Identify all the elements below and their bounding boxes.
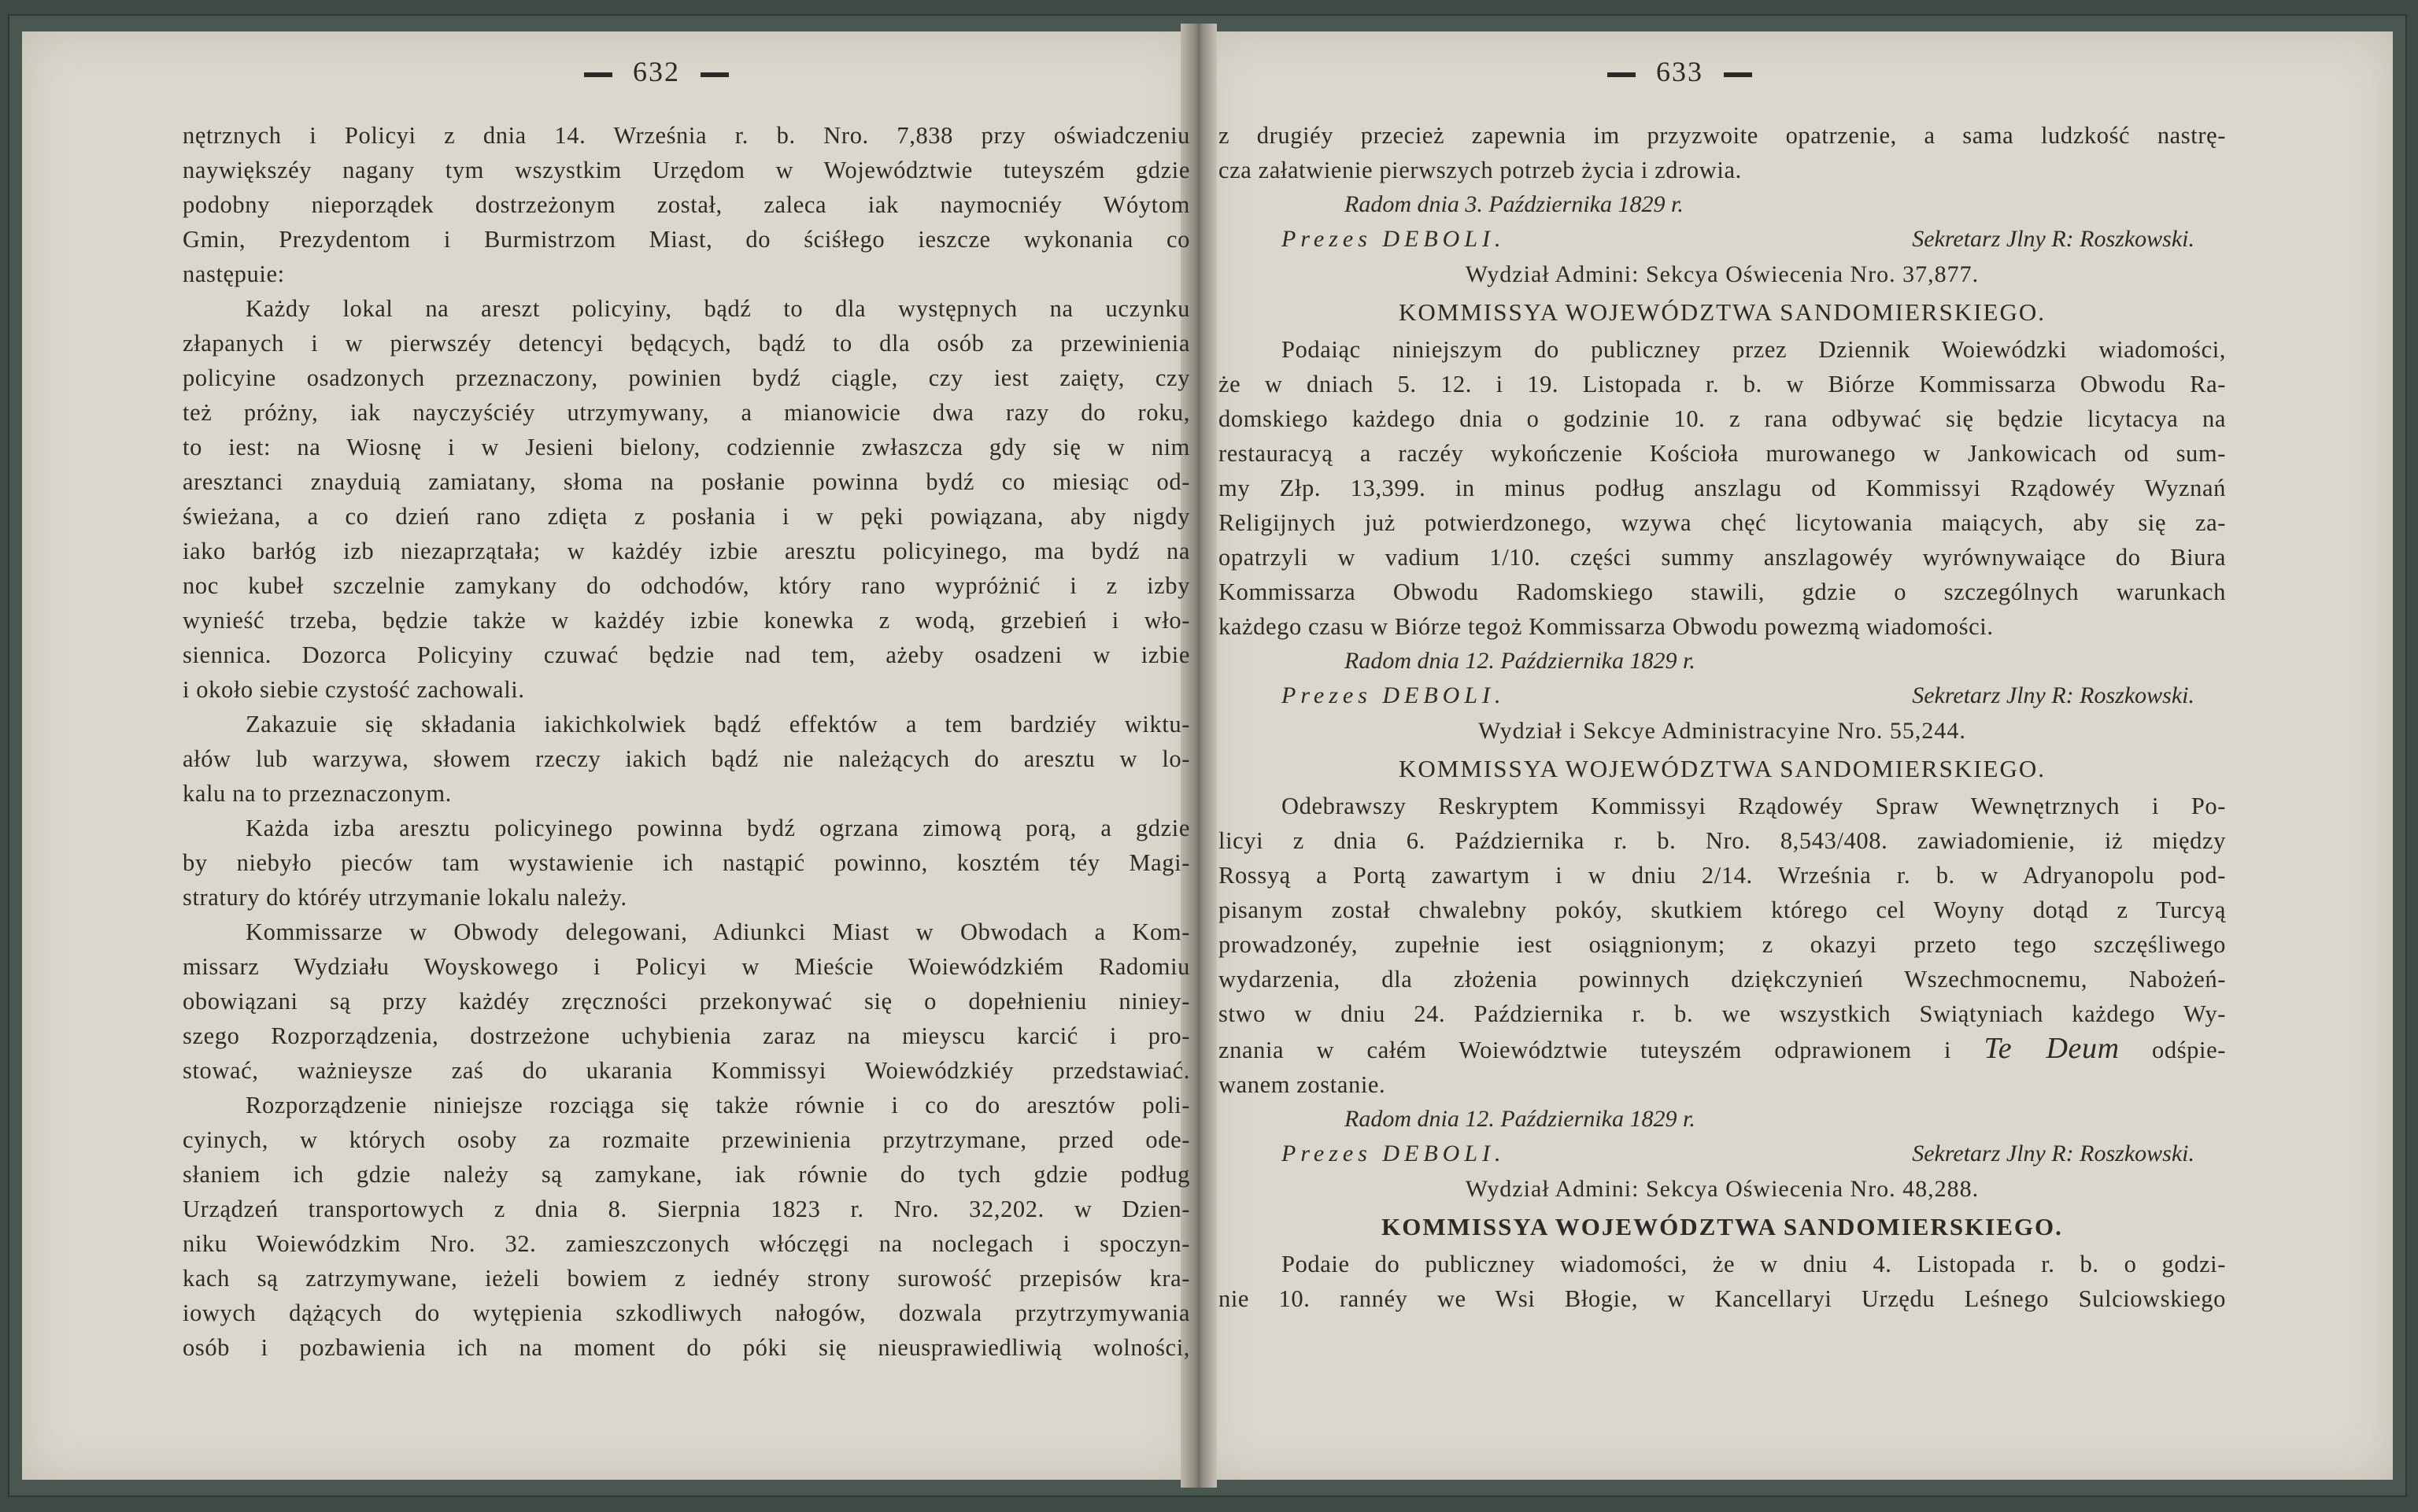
department-line: Wydział i Sekcye Administracyine Nro. 55,244. [1478,718,1966,744]
text-line: opatrzyli w vadium 1/10. części summy anszlagowéy wyrównywaiące do Biura [1218,544,2226,571]
text-line: że w dniach 5. 12. i 19. Listopada r. b. w Biórze Kommissarza Obwodu Ra- [1218,371,2226,397]
text-line: cyinych, w których osoby za rozmaite przewinienia przytrzymane, przed ode- [183,1126,1190,1153]
date-line: Radom dnia 12. Października 1829 r. [1344,648,1695,674]
text-fragment: znania w całém Woiewództwie tuteyszém odprawionem i [1218,1037,1952,1063]
text-line: każdego czasu w Biórze tegoż Kommissarza Obwodu powezmą wiadomości. [1218,613,1994,640]
secretary-signature: Sekretarz Jlny R: Roszkowski. [1912,226,2194,252]
text-line: Urządzeń transportowych z dnia 8. Sierpnia 1823 r. Nro. 32,202. w Dzien- [183,1196,1190,1222]
text-line: stwo w dniu 24. Października r. b. we wszystkich Swiątyniach każdego Wy- [1218,1000,2226,1027]
text-line: z drugiéy przecież zapewnia im przyzwoite opatrzenie, a sama ludzkość nastrę- [1218,122,2226,149]
text-line: to iest: na Wiosnę i w Jesieni bielony, codziennie zwłaszcza gdy się w nim [183,434,1190,460]
text-line: niku Woiewódzkim Nro. 32. zamieszczonych włóczęgi na noclegach i spoczyn- [183,1230,1190,1257]
text-line: też próżny, iak nayczyściéy utrzymywany, a mianowicie dwa razy do roku, [183,399,1190,426]
text-line: by niebyło pieców tam wystawienie ich nastąpić powinno, kosztém téy Magi- [183,849,1190,876]
department-line: Wydział Admini: Sekcya Oświecenia Nro. 48,288. [1465,1176,1980,1202]
text-line: osób i pozbawienia ich na moment do póki się nieusprawiedliwią wolności, [183,1334,1190,1361]
text-line: Religijnych już potwierdzonego, wzywa chęć licytowania maiących, aby się za- [1218,509,2226,536]
left-page-text [183,118,1190,1365]
text-line: obowiązani są przy każdéy zręczności przekonywać się o dopełnieniu niniey- [183,988,1190,1015]
text-line: Kommissarza Obwodu Radomskiego stawili, gdzie o szczególnych warunkach [1218,579,2226,605]
text-line: kach są zatrzymywane, ieżeli bowiem z iednéy strony surowość przepisów kra- [183,1265,1190,1292]
text-line: podobny nieporządek dostrzeżonym został, zaleca iak naymocniéy Wóytom [183,191,1190,218]
text-line: iako barłóg izb niezaprzątała; w każdéy izbie aresztu policyinego, ma bydź na [183,538,1190,564]
text-fragment: odśpie- [2152,1037,2226,1063]
text-line: Podaiąc niniejszym do publiczney przez Dziennik Woiewódzki wiadomości, [1281,336,2226,363]
text-line: słaniem ich gdzie należy są zamykane, iak równie do tych gdzie podług [183,1161,1190,1188]
text-line: nie 10. rannéy we Wsi Błogie, w Kancellaryi Urzędu Leśnego Sulciowskiego [1218,1285,2226,1312]
text-line: wanem zostanie. [1218,1071,1386,1098]
text-line: naywiększéy nagany tym wszystkim Urzędom w Województwie tuteyszém gdzie [183,157,1190,183]
president-signature: Prezes DEBOLI. [1281,682,1506,708]
text-line: złapanych i w pierwszéy detencyi będących, bądź to dla osób za przewinienia [183,330,1190,357]
president-signature: Prezes DEBOLI. [1281,1140,1506,1166]
te-deum-text: Te Deum [1984,1032,2120,1065]
text-line: Podaie do publiczney wiadomości, że w dniu 4. Listopada r. b. o godzi- [1281,1251,2226,1277]
text-line: my Złp. 13,399. in minus podług anszlagu od Kommissyi Rządowéy Wyznań [1218,475,2226,501]
text-line: Rozporządzenie niniejsze rozciąga się także równie i co do aresztów poli- [246,1092,1190,1118]
text-line: stować, ważnieysze zaś do ukarania Kommissyi Woiewódzkiéy przedstawiać. [183,1057,1190,1084]
date-line: Radom dnia 3. Października 1829 r. [1344,191,1684,217]
text-line: wydarzenia, dla złożenia powinnych dziękczynień Wszechmocnemu, Nabożeń- [1218,966,2226,993]
text-line: i około siebie czystość zachowali. [183,676,525,703]
left-page-number: 632 [564,55,749,88]
text-line: Rossyą a Portą zawartym i w dniu 2/14. Września r. b. w Adryanopolu pod- [1218,862,2226,889]
text-line: Kommissarze w Obwody delegowani, Adiunkci Miast w Obwodach a Kom- [246,919,1190,945]
signature-line [1218,1137,2226,1171]
text-line [1218,1031,2226,1067]
text-line: aresztanci znayduią zamiatany, słoma na posłanie powinna bydź co miesiąc od- [183,468,1190,495]
text-line: missarz Wydziału Woyskowego i Policyi w Mieście Woiewódzkiém Radomiu [183,953,1190,980]
section-heading: KOMMISSYA WOJEWÓDZTWA SANDOMIERSKIEGO. [1398,755,2046,782]
section-heading: KOMMISSYA WOJEWÓDZTWA SANDOMIERSKIEGO. [1398,298,2046,326]
text-line: ałów lub warzywa, słowem rzeczy iakich bądź nie należących do aresztu w lo- [183,745,1190,772]
secretary-signature: Sekretarz Jlny R: Roszkowski. [1912,1140,2194,1166]
text-line: noc kubeł szczelnie zamykany do odchodów, który rano wypróżnić i z izby [183,572,1190,599]
text-line: Każdy lokal na areszt policyiny, bądź to dla występnych na uczynku [246,295,1190,322]
text-line: restauracyą a raczéy wykończenie Kościoła murowanego w Jankowicach od sum- [1218,440,2226,467]
secretary-signature: Sekretarz Jlny R: Roszkowski. [1912,682,2194,708]
date-line: Radom dnia 12. Października 1829 r. [1344,1106,1695,1132]
president-signature: Prezes DEBOLI. [1281,226,1506,252]
text-line: szego Rozporządzenia, dostrzeżone uchybienia zaraz na mieyscu karcić i pro- [183,1022,1190,1049]
text-line: domskiego każdego dnia o godzinie 10. z rana odbywać się będzie licytacya na [1218,405,2226,432]
text-line: iowych dążących do wytępienia szkodliwych nałogów, dozwala przytrzymywania [183,1299,1190,1326]
text-line: Zakazuie się składania iakichkolwiek bądź effektów a tem bardziéy wiktu- [246,711,1190,738]
signature-line [1218,222,2226,257]
department-line: Wydział Admini: Sekcya Oświecenia Nro. 37,877. [1465,261,1980,287]
text-line: policyine osadzonych przeznaczony, powinien bydź ciągle, czy iest zaięty, czy [183,364,1190,391]
text-line: prowadzonéy, zupełnie iest osiągnionym; z okazyi przeto tego szczęśliwego [1218,931,2226,958]
text-line: kalu na to przeznaczonym. [183,780,452,807]
text-line: Każda izba aresztu policyinego powinna bydź ogrzana zimową porą, a gdzie [246,815,1190,841]
text-line: wynieść trzeba, będzie także w każdéy izbie konewka z wodą, grzebień i wło- [183,607,1190,634]
text-line: siennica. Dozorca Policyiny czuwać będzie nad tem, ażeby osadzeni w izbie [183,641,1190,668]
text-line: nętrznych i Policyi z dnia 14. Września r. b. Nro. 7,838 przy oświadczeniu [183,122,1190,149]
right-page-number: 633 [1587,55,1773,88]
text-line: następuie: [183,261,285,287]
text-line: Gmin, Prezydentom i Burmistrzom Miast, do ściśłego ieszcze wykonania co [183,226,1190,253]
signature-line [1218,678,2226,713]
text-line: licyi z dnia 6. Października r. b. Nro. 8,543/408. zawiadomienie, iż między [1218,827,2226,854]
text-line: cza załatwienie pierwszych potrzeb życia i zdrowia. [1218,157,1742,183]
section-heading: KOMMISSYA WOJEWÓDZTWA SANDOMIERSKIEGO. [1381,1213,2063,1240]
right-page-text [1218,118,2226,1316]
text-line: pisanym został chwalebny pokóy, skutkiem którego cel Woyny dotąd z Turcyą [1218,896,2226,923]
text-line: stratury do któréy utrzymanie lokalu należy. [183,884,627,911]
text-line: świeżana, a co dzień rano zdięta z posłania i w pęki powiązana, aby nigdy [183,503,1190,530]
text-line: Odebrawszy Reskryptem Kommissyi Rządowéy Spraw Wewnętrznych i Po- [1281,793,2226,819]
